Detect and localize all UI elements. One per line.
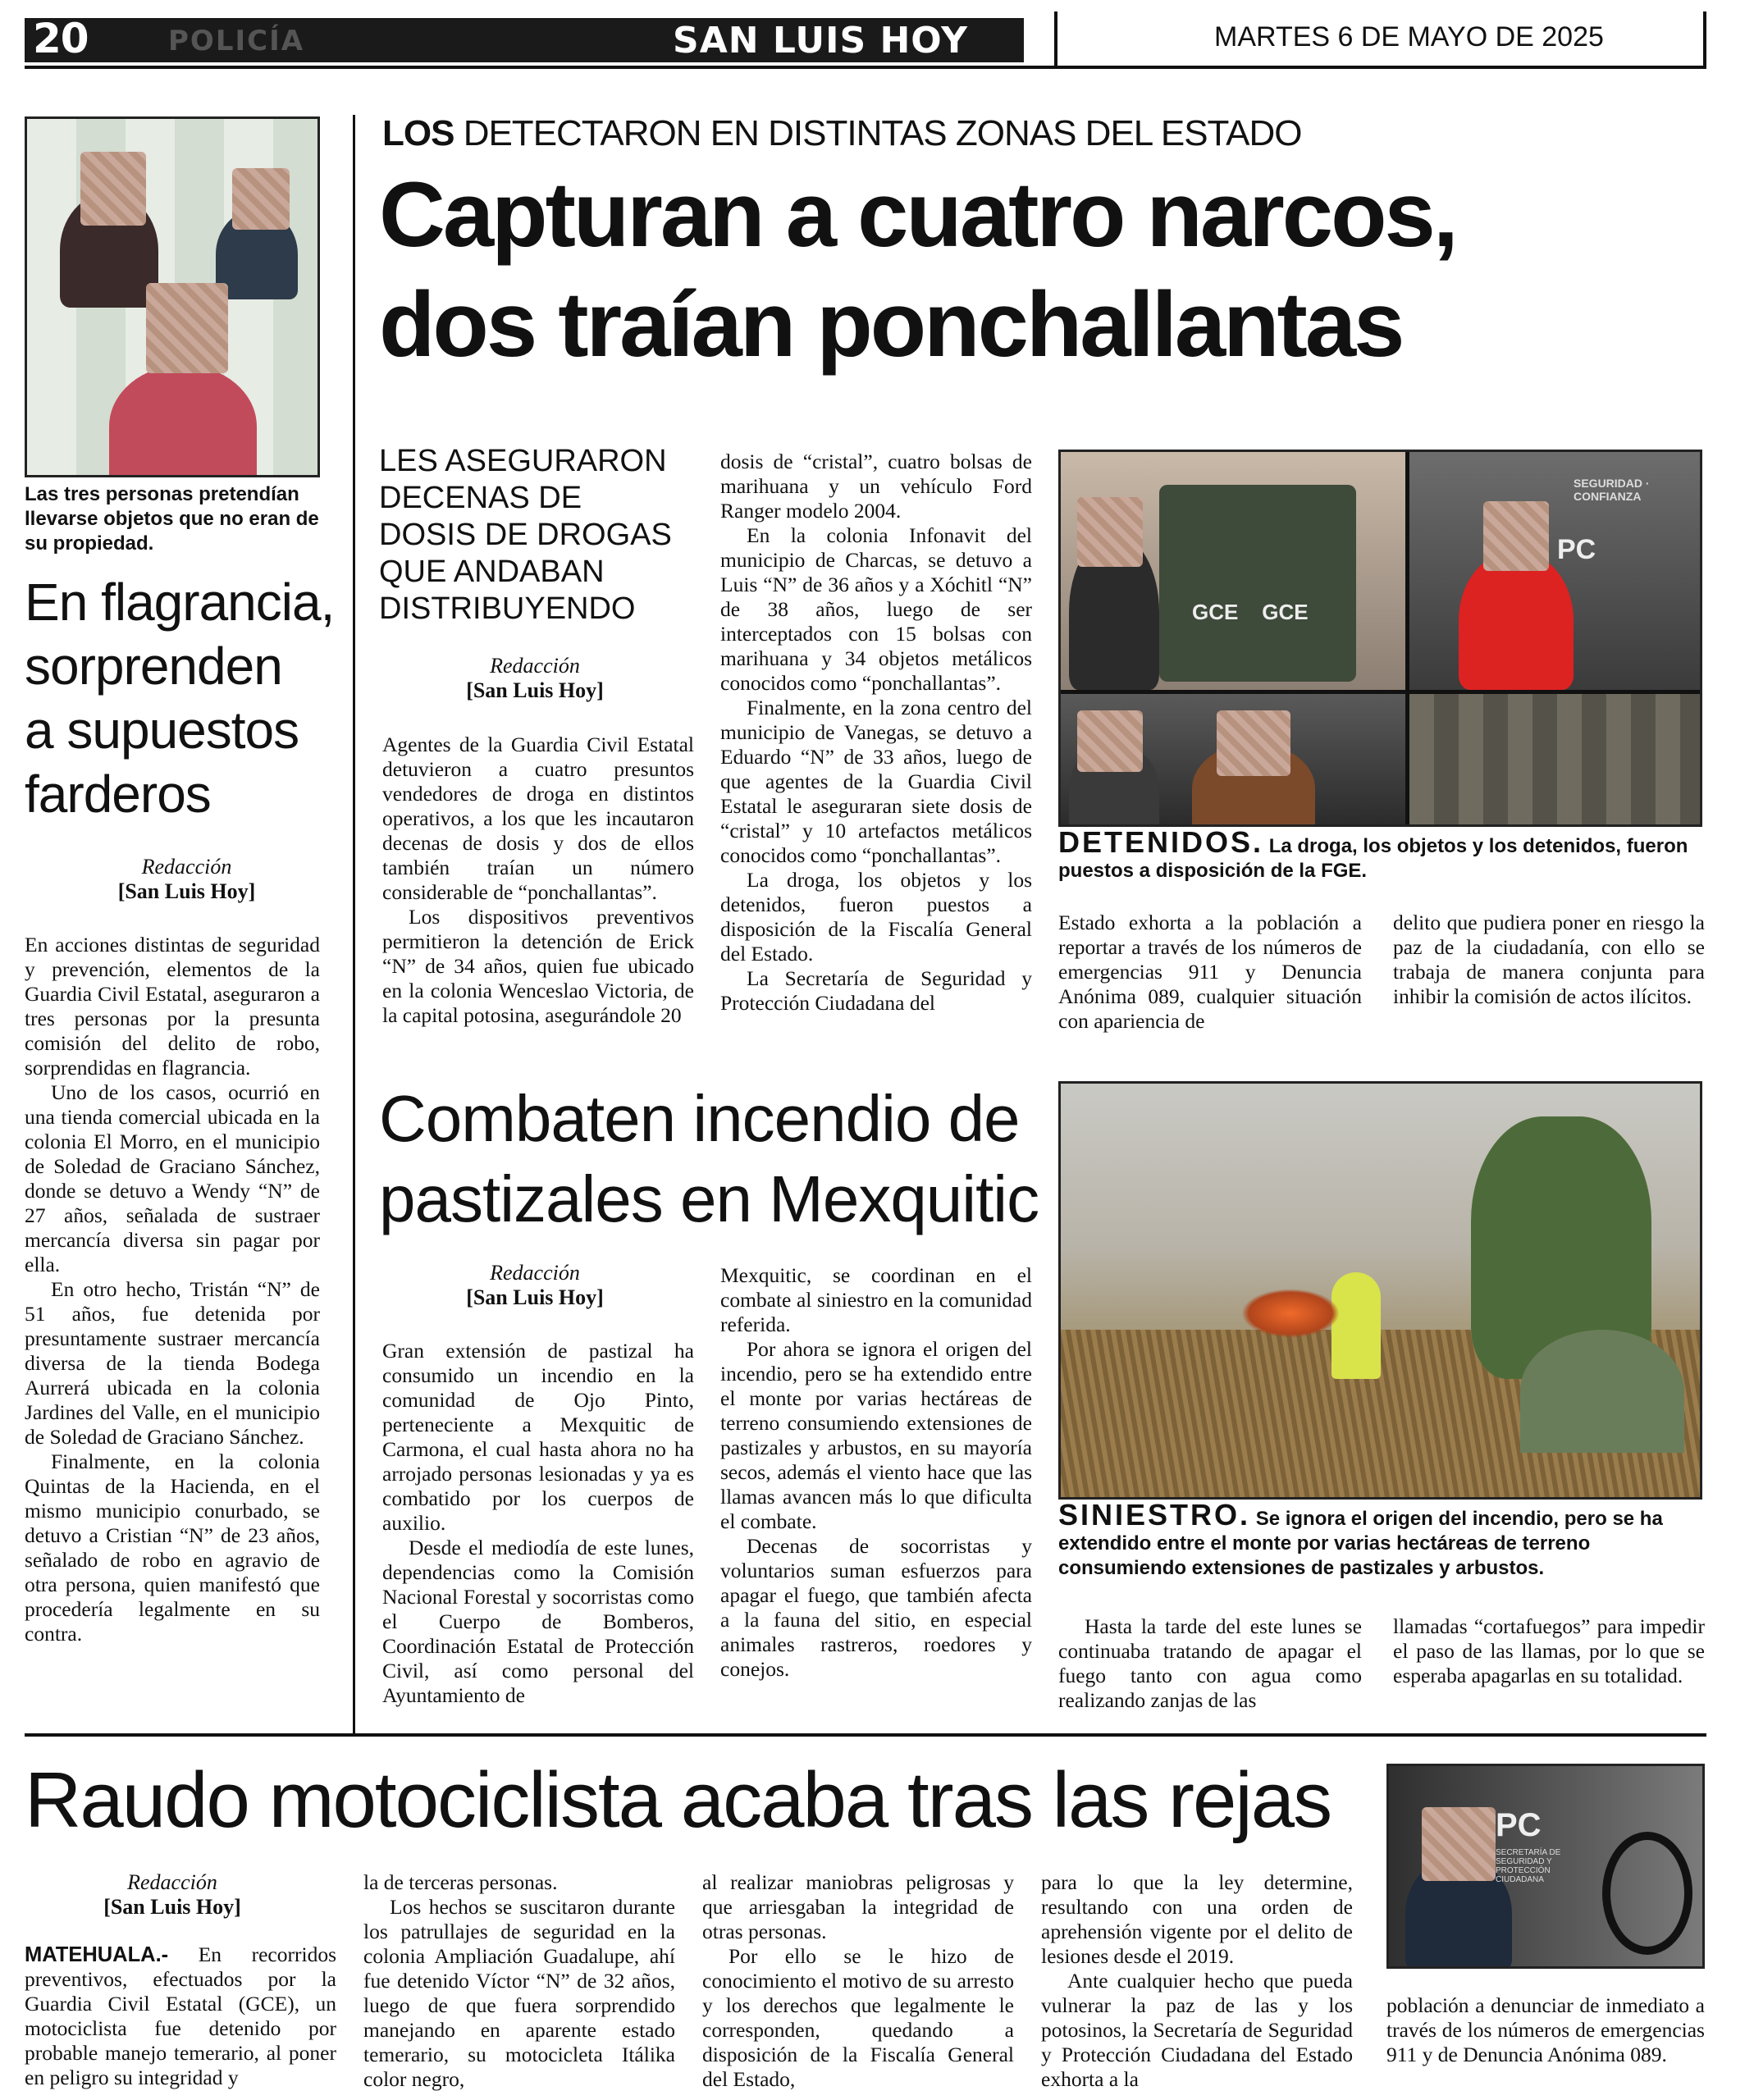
- byline-author: Redacción: [490, 654, 580, 678]
- photo-caption: [1058, 1498, 1706, 1581]
- paragraph: Finalmente, en la zona centro del municipio de Vanegas, se detuvo a Eduardo “N” de 33 años, luego de que agentes de la Guardia Civil Estatal le aseguraran siete dosis de “cristal” y 10 artefactos metálicos conocidos como “ponchallantas”.: [720, 696, 1032, 867]
- detainees-photo: [1058, 450, 1702, 827]
- agave: [1520, 1330, 1684, 1453]
- story-body: [25, 933, 320, 1646]
- headline-line: farderos: [25, 765, 211, 824]
- blurred-face: [1483, 501, 1549, 571]
- byline-outlet: [San Luis Hoy]: [117, 879, 256, 903]
- issue-date: MARTES 6 DE MAYO DE 2025: [1214, 21, 1604, 52]
- story-column: [382, 733, 694, 1028]
- detainee-figure: [109, 365, 257, 477]
- photo-caption: [1058, 825, 1706, 883]
- seized-bag: [1159, 485, 1356, 682]
- mugshot-photo: [25, 116, 320, 477]
- paragraph: En acciones distintas de seguridad y prevención, elementos de la Guardia Civil Estatal, aseguraron a tres personas por la presunta comisión del delito de robo, sorprendidas en flagrancia.: [25, 933, 320, 1080]
- paragraph: llamadas “cortafuegos” para impedir el paso de las llamas, por lo que se esperaba apagarlas en su totalidad.: [1393, 1614, 1705, 1687]
- byline-outlet: [San Luis Hoy]: [466, 678, 604, 702]
- byline: [379, 1261, 691, 1310]
- story-column: [1393, 911, 1705, 1009]
- story-column: [1393, 1614, 1705, 1688]
- paragraph: delito que pudiera poner en riesgo la paz de la ciudadanía, con ello se trabaja de manera conjunta para inhibir la comisión de actos ilícitos.: [1393, 911, 1705, 1008]
- blurred-face: [1217, 710, 1290, 776]
- story-deck: [379, 443, 691, 628]
- byline-author: Redacción: [127, 1870, 217, 1894]
- story-column: [720, 1263, 1032, 1682]
- caption-text: Se ignora el origen del incendio, pero se ha extendido entre el monte por varias hectáreas de terreno consumiendo extensiones de pastizales y arbustos.: [1058, 1508, 1663, 1579]
- photo-panel: [1061, 452, 1405, 690]
- paragraph: la de terceras personas.: [363, 1870, 558, 1894]
- headline-line: dos traían ponchallantas: [379, 273, 1403, 376]
- paragraph: Uno de los casos, ocurrió en una tienda comercial ubicada en la colonia El Morro, en el municipio de Soledad de Graciano Sánchez, donde se detuvo a Wendy “N” de 27 años, señalada de sustraer mercancía diversa sin pagar por ella.: [25, 1080, 320, 1276]
- story-column: [1058, 1614, 1362, 1713]
- headline-line: En flagrancia,: [25, 573, 335, 632]
- paragraph: La droga, los objetos y los detenidos, fueron puestos a disposición de la Fiscalía General del Estado.: [720, 868, 1032, 966]
- story-headline: [25, 570, 349, 826]
- story-headline: Raudo motociclista acaba tras las rejas: [25, 1756, 1331, 1844]
- pc-label: PC: [1557, 534, 1596, 565]
- flames: [1241, 1289, 1340, 1338]
- paragraph: Estado exhorta a la población a reportar a través de los números de emergencias 911 y Denuncia Anónima 089, cualquier situación con apariencia de: [1058, 911, 1362, 1033]
- byline-outlet: [San Luis Hoy]: [466, 1285, 604, 1309]
- headline-line: sorprenden: [25, 637, 282, 696]
- deck-line: DECENAS DE: [379, 481, 582, 515]
- paragraph: al realizar maniobras peligrosas y que arriesgaban la integridad de otras personas.: [702, 1870, 1014, 1943]
- paragraph: población a denunciar de inmediato a través de los números de emergencias 911 y de Denuncia Anónima 089.: [1386, 1993, 1705, 2066]
- paragraph: Agentes de la Guardia Civil Estatal detuvieron a cuatro presuntos vendedores de droga en distintos operativos, a los que les incautaron decenas de dosis y dos de ellos también traían un número considerable de “ponchallantas”.: [382, 733, 694, 904]
- story-column: [363, 1870, 675, 2092]
- label-text: GCE: [1192, 600, 1239, 624]
- caption-text: La droga, los objetos y los detenidos, fueron puestos a disposición de la FGE.: [1058, 835, 1688, 882]
- story-headline: [379, 1079, 1052, 1239]
- byline: [25, 855, 349, 904]
- paragraph: En la colonia Infonavit del municipio de Charcas, se detuvo a Luis “N” de 36 años y a Xóchitl “N” de 38 años, luego de ser interceptados con 15 bolsas con marihuana y 34 objetos metálicos conocidos como “ponchallantas”.: [720, 523, 1032, 695]
- section-name: POLICÍA: [168, 25, 305, 57]
- paragraph: Por ahora se ignora el origen del incendio, pero se ha extendido entre el monte por varias hectáreas de terreno consumiendo extensiones de pastizales y arbustos, en su mayoría secos, además el viento hace que las llamas avancen más lo que dificulta el combate.: [720, 1337, 1032, 1533]
- photo-caption: Las tres personas pretendían llevarse objetos que no eran de su propiedad.: [25, 483, 319, 555]
- column-divider-cap: [353, 115, 355, 126]
- blurred-face: [1077, 497, 1143, 567]
- motorcyclist-photo: [1386, 1764, 1705, 1969]
- headline-line: Combaten incendio de: [379, 1082, 1020, 1155]
- masthead-right-rule: [1703, 11, 1706, 69]
- gce-label: [1192, 600, 1356, 632]
- byline-author: Redacción: [141, 855, 232, 879]
- headline-line: pastizales en Mexquitic: [379, 1162, 1039, 1235]
- story-column: [1386, 1993, 1705, 2067]
- paragraph: Gran extensión de pastizal ha consumido un incendio en la comunidad de Ojo Pinto, perteneciente a Mexquitic de Carmona, el cual hasta ahora no ha arrojado personas lesionadas y ya es combatido por los cuerpos de auxilio.: [382, 1339, 694, 1535]
- dateline: MATEHUALA.-: [25, 1943, 169, 1966]
- blurred-face: [1077, 710, 1143, 772]
- blurred-face: [232, 168, 290, 230]
- byline-author: Redacción: [490, 1261, 580, 1285]
- story-kicker: [382, 113, 1302, 154]
- paragraph: dosis de “cristal”, cuatro bolsas de marihuana y un vehículo Ford Ranger modelo 2004.: [720, 450, 1032, 523]
- blurred-face: [80, 152, 146, 226]
- kicker-bold: LOS: [382, 113, 454, 153]
- blurred-face: [146, 283, 228, 373]
- paragraph: Decenas de socorristas y voluntarios suman esfuerzos para apagar el fuego, que también afecta a la fauna del sitio, en especial animales rastreros, roedores y conejos.: [720, 1534, 1032, 1681]
- story-column: [382, 1339, 694, 1708]
- byline: [25, 1870, 320, 1920]
- paragraph: Los hechos se suscitaron durante los patrullajes de seguridad en la colonia Ampliación Guadalupe, ahí fue detenido Víctor “N” de 32 años, luego de que fuera sorprendido manejando en aparente estado temerario, su motocicleta Itálika color negro,: [363, 1895, 675, 2091]
- story-headline: [379, 160, 1708, 380]
- paragraph: Ante cualquier hecho que pueda vulnerar la paz de las y los potosinos, la Secretaría de Seguridad y Protección Ciudadana del Estado exhorta a la: [1041, 1969, 1353, 2091]
- paragraph: Desde el mediodía de este lunes, dependencias como la Comisión Nacional Forestal y socorristas como el Cuerpo de Bomberos, Coordinación Estatal de Protección Civil, así como personal del Ayuntamiento de: [382, 1536, 694, 1707]
- wildfire-photo: [1058, 1081, 1702, 1500]
- photo-panel: [1061, 694, 1405, 827]
- deck-line: DISTRIBUYENDO: [379, 591, 636, 626]
- motorcycle: [1602, 1832, 1692, 1955]
- masthead-rule: [25, 66, 1706, 69]
- story-column: [702, 1870, 1014, 2092]
- story-column: [1058, 911, 1362, 1034]
- paragraph: Hasta la tarde del este lunes se continuaba tratando de apagar el fuego tanto con agua como realizando zanjas de las: [1058, 1614, 1362, 1712]
- paragraph: Mexquitic, se coordinan en el combate al siniestro en la comunidad referida.: [720, 1263, 1032, 1336]
- paragraph: Los dispositivos preventivos permitieron la detención de Erick “N” de 34 años, quien fue ubicado en la colonia Wenceslao Victoria, de la capital potosina, asegurándole 20: [382, 905, 694, 1027]
- paragraph: Por ello se le hizo de conocimiento el motivo de su arresto y los derechos que legalmente le corresponden, quedando a disposición de la Fiscalía General del Estado,: [702, 1944, 1014, 2091]
- newspaper-name: SAN LUIS HOY: [673, 20, 968, 62]
- deck-line: DOSIS DE DROGAS: [379, 518, 672, 552]
- kicker-text: DETECTARON EN DISTINTAS ZONAS DEL ESTADO: [463, 113, 1302, 153]
- badge-label: SEGURIDAD · CONFIANZA: [1574, 477, 1650, 503]
- story-column: [25, 1942, 336, 2090]
- paragraph: En recorridos preventivos, efectuados por la Guardia Civil Estatal (GCE), un motociclista fue detenido por probable manejo temerario, al poner en peligro su integridad y: [25, 1942, 336, 2089]
- caption-keyword: SINIESTRO.: [1058, 1498, 1251, 1532]
- column-divider: [353, 123, 355, 1735]
- masthead-divider: [1054, 11, 1057, 66]
- paragraph: La Secretaría de Seguridad y Protección Ciudadana del: [720, 966, 1032, 1015]
- photo-panel: [1409, 452, 1702, 690]
- label-text: GCE: [1262, 600, 1309, 624]
- section-rule: [25, 1733, 1706, 1737]
- byline-outlet: [San Luis Hoy]: [103, 1895, 241, 1919]
- photo-panel: [1409, 694, 1702, 827]
- deck-line: QUE ANDABAN: [379, 555, 605, 589]
- story-column: [720, 450, 1032, 1016]
- paragraph: para lo que la ley determine, resultando con una orden de aprehensión vigente por el delito de lesiones desde el 2019.: [1041, 1870, 1353, 1968]
- byline: [379, 654, 691, 703]
- headline-line: a supuestos: [25, 701, 299, 760]
- paragraph: Finalmente, en la colonia Quintas de la Hacienda, en el mismo municipio conurbado, se detuvo a Cristian “N” de 23 años, señalado de robo en agravio de otra persona, quien manifestó que procedería legalmente en su contra.: [25, 1449, 320, 1646]
- story-column: [1041, 1870, 1353, 2092]
- detainee-figure: [1459, 550, 1574, 690]
- page-number: 20: [33, 15, 89, 62]
- badge-label: SECRETARÍA DE SEGURIDAD Y PROTECCIÓN CIUDADANA: [1496, 1848, 1561, 1884]
- blurred-face: [1422, 1807, 1496, 1881]
- headline-line: Capturan a cuatro narcos,: [379, 163, 1456, 266]
- deck-line: LES ASEGURARON: [379, 444, 667, 478]
- pc-label: PC: [1496, 1807, 1542, 1843]
- caption-keyword: DETENIDOS.: [1058, 825, 1264, 859]
- paragraph: En otro hecho, Tristán “N” de 51 años, fue detenida por presuntamente sustraer mercancía diversa de la tienda Bodega Aurrerá ubicada en la colonia Jardines del Valle, en el municipio de Soledad de Graciano Sánchez.: [25, 1277, 320, 1449]
